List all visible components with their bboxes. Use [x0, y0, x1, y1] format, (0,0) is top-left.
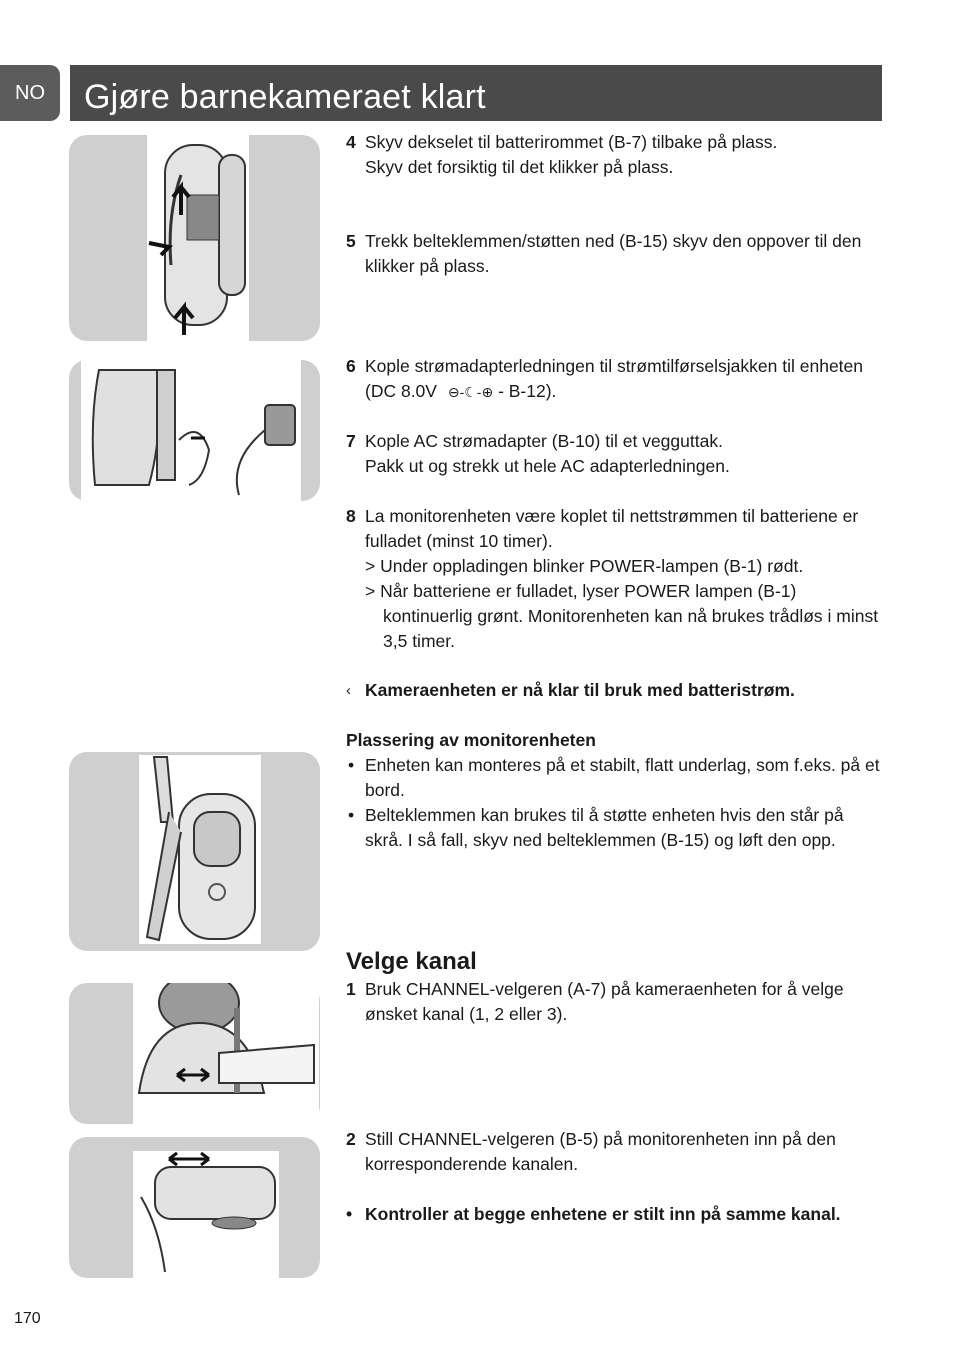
step-text: Kople strømadapterledningen til strømtilførselsjakken til enheten (DC 8.0V [365, 356, 863, 401]
step-number: 7 [346, 431, 356, 451]
step-substep: > Når batteriene er fulladet, lyser POWER lampen (B-1) kontinuerlig grønt. Monitorenheten kan nå brukes trådløs i minst 3,5 timer. [365, 581, 879, 651]
illustration-monitor-channel [69, 1137, 320, 1278]
bullet-dot: • [348, 805, 355, 825]
note-text: Kameraenheten er nå klar til bruk med batteristrøm. [365, 680, 795, 700]
step-6 [346, 354, 886, 405]
polarity-symbol: ⊖-☾-⊕ [447, 384, 494, 400]
bullet-dot: • [346, 1204, 353, 1224]
step-number: 6 [346, 356, 356, 376]
channel-heading: Velge kanal [346, 948, 477, 975]
step-number: 2 [346, 1129, 356, 1149]
step-number: 4 [346, 132, 356, 152]
list-item-text: Belteklemmen kan brukes til å støtte enheten hvis den står på skrå. I så fall, skyv ned belteklemmen (B-15) og løft den opp. [365, 805, 844, 850]
channel-step-1 [346, 977, 886, 1027]
step-7 [346, 429, 886, 479]
step-text: Trekk belteklemmen/støtten ned (B-15) skyv den oppover til den klikker på plass. [365, 231, 862, 276]
page-title: Gjøre barnekameraet klart [84, 78, 486, 116]
ready-note [346, 678, 886, 703]
placement-heading-text: Plassering av monitorenheten [346, 730, 596, 750]
bullet-dot: • [348, 755, 355, 775]
monitor-stand-image [69, 752, 320, 951]
power-adapter-image [69, 360, 320, 501]
note-marker: ‹ [346, 682, 351, 699]
step-number: 8 [346, 506, 356, 526]
channel-step-2 [346, 1127, 886, 1177]
step-text: Kople AC strømadapter (B-10) til et vegguttak. [365, 431, 723, 451]
illustration-power-adapter [69, 360, 320, 501]
step-substep: > Under oppladingen blinker POWER-lampen (B-1) rødt. [365, 556, 804, 576]
channel-note [346, 1202, 886, 1227]
placement-list [346, 753, 886, 853]
title-bar [70, 65, 882, 121]
illustration-monitor-stand [69, 752, 320, 951]
illustration-camera-channel [69, 983, 320, 1124]
language-tab: NO [0, 65, 60, 121]
page-number: 170 [14, 1310, 41, 1327]
step-number: 5 [346, 231, 356, 251]
step-8 [346, 504, 886, 654]
step-text: Bruk CHANNEL-velgeren (A-7) på kameraenheten for å velge ønsket kanal (1, 2 eller 3). [365, 979, 844, 1024]
camera-channel-image [69, 983, 320, 1124]
list-item-text: Enheten kan monteres på et stabilt, flatt underlag, som f.eks. på et bord. [365, 755, 880, 800]
step-text: - B-12). [498, 381, 557, 401]
step-text: Pakk ut og strekk ut hele AC adapterledningen. [365, 456, 730, 476]
step-text: La monitorenheten være koplet til nettstrømmen til batteriene er fulladet (minst 10 timer). [365, 506, 859, 551]
step-number: 1 [346, 979, 356, 999]
step-text: Still CHANNEL-velgeren (B-5) på monitorenheten inn på den korresponderende kanalen. [365, 1129, 836, 1174]
placement-heading [346, 728, 886, 753]
list-item [346, 803, 886, 853]
monitor-channel-image [69, 1137, 320, 1278]
battery-cover-image [69, 135, 320, 341]
step-5 [346, 229, 886, 279]
step-4 [346, 130, 886, 180]
step-text: Skyv dekselet til batterirommet (B-7) tilbake på plass. [365, 132, 778, 152]
illustration-battery-cover [69, 135, 320, 341]
note-text: Kontroller at begge enhetene er stilt inn på samme kanal. [365, 1204, 841, 1224]
list-item [346, 753, 886, 803]
step-text: Skyv det forsiktig til det klikker på plass. [365, 157, 674, 177]
